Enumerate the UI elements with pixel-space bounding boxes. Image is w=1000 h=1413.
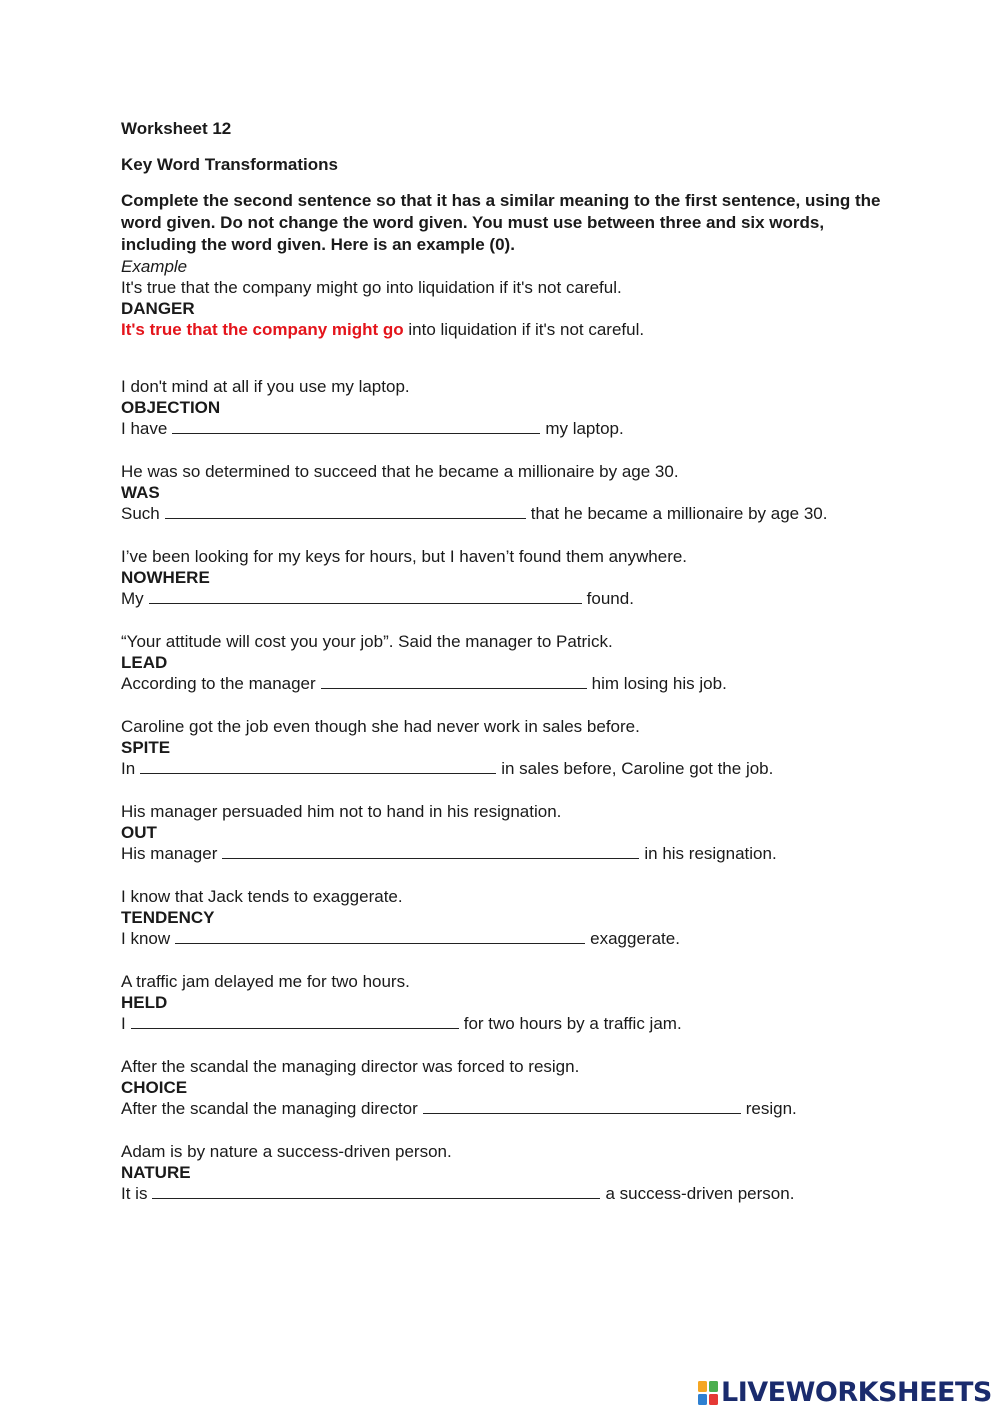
answer-blank[interactable] [149,589,582,604]
key-word: LEAD [121,653,168,672]
answer-suffix: that he became a millionaire by age 30. [530,504,828,523]
key-word: NATURE [121,1163,191,1182]
answer-prefix: After the scandal the managing director [121,1099,418,1118]
answer-line [121,588,881,609]
answer-suffix: in sales before, Caroline got the job. [501,759,774,778]
key-word: OUT [121,823,157,842]
answer-prefix: In [121,759,136,778]
answer-blank[interactable] [321,674,587,689]
answer-prefix: My [121,589,144,608]
exercise-item [121,886,881,949]
original-sentence: His manager persuaded him not to hand in his resignation. [121,802,562,821]
original-sentence: I’ve been looking for my keys for hours, but I haven’t found them anywhere. [121,547,688,566]
answer-prefix: According to the manager [121,674,316,693]
answer-suffix: for two hours by a traffic jam. [463,1014,682,1033]
instructions: Complete the second sentence so that it has a similar meaning to the first sentence, using the word given. Do not change the word given. You must use between three and six words, including the word given. Here is an example (0). [121,191,881,254]
example-answer [121,319,881,340]
answer-suffix: a success-driven person. [605,1184,795,1203]
answer-line [121,1098,881,1119]
logo-text: LIVEWORKSHEETS [721,1377,992,1408]
key-word: HELD [121,993,168,1012]
answer-suffix: my laptop. [545,419,624,438]
answer-prefix: It is [121,1184,148,1203]
answer-suffix: exaggerate. [590,929,680,948]
liveworksheets-logo[interactable] [697,1378,992,1408]
answer-line [121,843,881,864]
liveworksheets-icon [697,1380,719,1406]
original-sentence: I don't mind at all if you use my laptop. [121,377,410,396]
answer-suffix: found. [586,589,634,608]
key-word: NOWHERE [121,568,210,587]
exercise-item [121,1141,881,1204]
answer-line [121,503,881,524]
key-word: CHOICE [121,1078,188,1097]
example-keyword: DANGER [121,299,195,318]
answer-line [121,928,881,949]
exercise-item [121,631,881,694]
answer-prefix: His manager [121,844,218,863]
worksheet-number: Worksheet 12 [121,119,232,138]
exercise-item [121,801,881,864]
key-word: OBJECTION [121,398,221,417]
answer-blank[interactable] [222,844,639,859]
exercise-item [121,546,881,609]
example-answer-highlight: It's true that the company might go [121,320,404,339]
answer-prefix: I have [121,419,168,438]
original-sentence: He was so determined to succeed that he became a millionaire by age 30. [121,462,679,481]
example-block [121,256,881,340]
exercise-list [121,376,881,1204]
worksheet-title: Key Word Transformations [121,155,338,174]
answer-line [121,673,881,694]
answer-blank[interactable] [175,929,585,944]
answer-prefix: I know [121,929,171,948]
answer-blank[interactable] [172,419,540,434]
original-sentence: “Your attitude will cost you your job”. Said the manager to Patrick. [121,632,613,651]
exercise-item [121,971,881,1034]
exercise-item [121,376,881,439]
answer-prefix: Such [121,504,160,523]
original-sentence: Caroline got the job even though she had never work in sales before. [121,717,640,736]
answer-line [121,1183,881,1204]
answer-line [121,758,881,779]
key-word: TENDENCY [121,908,215,927]
original-sentence: I know that Jack tends to exaggerate. [121,887,403,906]
answer-suffix: resign. [745,1099,797,1118]
answer-blank[interactable] [131,1014,459,1029]
answer-prefix: I [121,1014,126,1033]
exercise-item [121,716,881,779]
example-label: Example [121,257,188,276]
answer-line [121,418,881,439]
answer-blank[interactable] [152,1184,600,1199]
answer-blank[interactable] [140,759,496,774]
answer-blank[interactable] [423,1099,741,1114]
example-sentence: It's true that the company might go into liquidation if it's not careful. [121,278,622,297]
example-answer-rest: into liquidation if it's not careful. [403,320,645,339]
worksheet-page [121,118,881,1226]
answer-suffix: in his resignation. [644,844,777,863]
key-word: SPITE [121,738,171,757]
original-sentence: A traffic jam delayed me for two hours. [121,972,410,991]
exercise-item [121,461,881,524]
key-word: WAS [121,483,160,502]
original-sentence: Adam is by nature a success-driven person. [121,1142,452,1161]
answer-blank[interactable] [165,504,526,519]
answer-suffix: him losing his job. [591,674,727,693]
exercise-item [121,1056,881,1119]
original-sentence: After the scandal the managing director was forced to resign. [121,1057,580,1076]
answer-line [121,1013,881,1034]
